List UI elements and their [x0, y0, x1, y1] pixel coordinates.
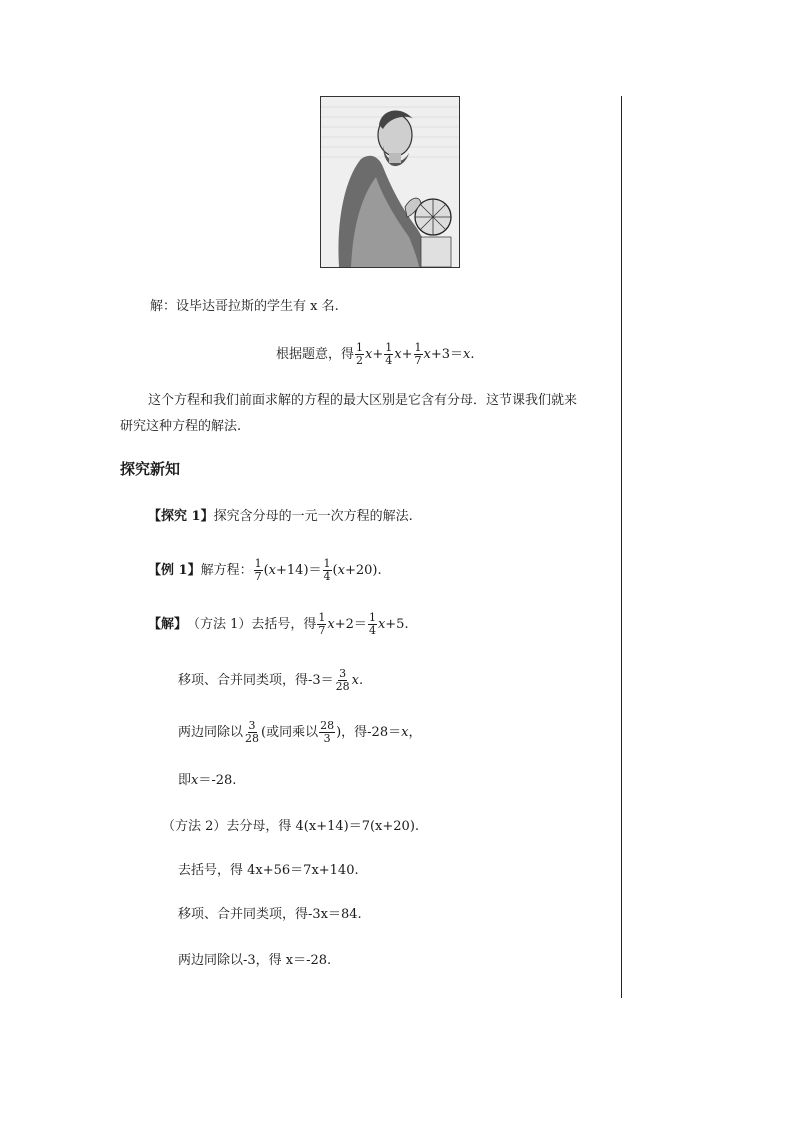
fraction-1-4: $\frac{1}{4}$ [323, 557, 331, 583]
pythagoras-portrait [320, 96, 460, 268]
step-divide-mid: (或同乘以 [261, 724, 319, 740]
step-result: 即x＝-28. [178, 773, 237, 788]
inquiry-tag: 【探究 1】 [148, 509, 214, 524]
step-divide-post: )，得-28＝ [336, 724, 402, 740]
step-divide-pre: 两边同除以 [178, 724, 244, 740]
fraction-1-7: $\frac{1}{7}$ [414, 341, 422, 367]
step-move-terms: 移项、合并同类项，得-3＝ $\frac{3}{28}$ x . [178, 667, 364, 693]
method-2-step-2: 移项、合并同类项，得-3x＝84. [178, 907, 362, 922]
example-1: 【例 1】 解方程： $\frac{1}{7}$ ( x +14)＝ $\frac{1}{4}$ ( x +20). [148, 557, 382, 583]
fraction-3-28: $\frac{3}{28}$ [335, 667, 350, 693]
intro-paragraph-line2: 研究这种方程的解法. [120, 419, 242, 434]
fraction-3-28: $\frac{3}{28}$ [245, 719, 260, 745]
example-text: 解方程： [200, 562, 253, 578]
method-2-step-1: 去括号，得 4x+56＝7x+140. [178, 863, 359, 878]
fraction-1-4: $\frac{1}{4}$ [385, 341, 393, 367]
step-result-text: 即 [178, 773, 192, 788]
step-divide: 两边同除以 $\frac{3}{28}$ (或同乘以 $\frac{28}{3}$ )，得-28＝ x ， [178, 719, 422, 745]
portrait-illustration [321, 97, 459, 267]
fraction-1-7: $\frac{1}{7}$ [318, 611, 326, 637]
equation-line: 根据题意，得 $\frac{1}{2}$ x + $\frac{1}{4}$ x + $\frac{1}{7}$ x +3＝ x . [276, 341, 475, 367]
intro-paragraph-line1: 这个方程和我们前面求解的方程的最大区别是它含有分母．这节课我们就来 [148, 393, 578, 408]
method1-label: （方法 1）去括号，得 [187, 616, 317, 632]
fraction-1-7: $\frac{1}{7}$ [254, 557, 262, 583]
fraction-28-3: $\frac{28}{3}$ [320, 719, 335, 745]
fraction-1-2: $\frac{1}{2}$ [356, 341, 364, 367]
solution-setup: 解：设毕达哥拉斯的学生有 x 名. [150, 299, 339, 314]
method-2-step-3: 两边同除以-3，得 x＝-28. [178, 953, 332, 968]
margin-rule [621, 96, 622, 998]
fraction-1-4: $\frac{1}{4}$ [368, 611, 376, 637]
step-move-text: 移项、合并同类项，得-3＝ [178, 672, 334, 688]
solution-tag: 【解】 [148, 616, 188, 632]
solution-method-1: 【解】 （方法 1）去括号，得 $\frac{1}{7}$ x +2＝ $\frac{1}{4}$ x +5. [148, 611, 409, 637]
example-tag: 【例 1】 [148, 562, 201, 578]
section-heading: 探究新知 [120, 460, 181, 478]
inquiry-1 [148, 508, 413, 526]
method-2-label: （方法 2）去分母，得 4(x+14)＝7(x+20). [162, 819, 420, 834]
inquiry-text: 探究含分母的一元一次方程的解法. [213, 509, 413, 524]
equation-prefix: 根据题意，得 [276, 346, 355, 362]
